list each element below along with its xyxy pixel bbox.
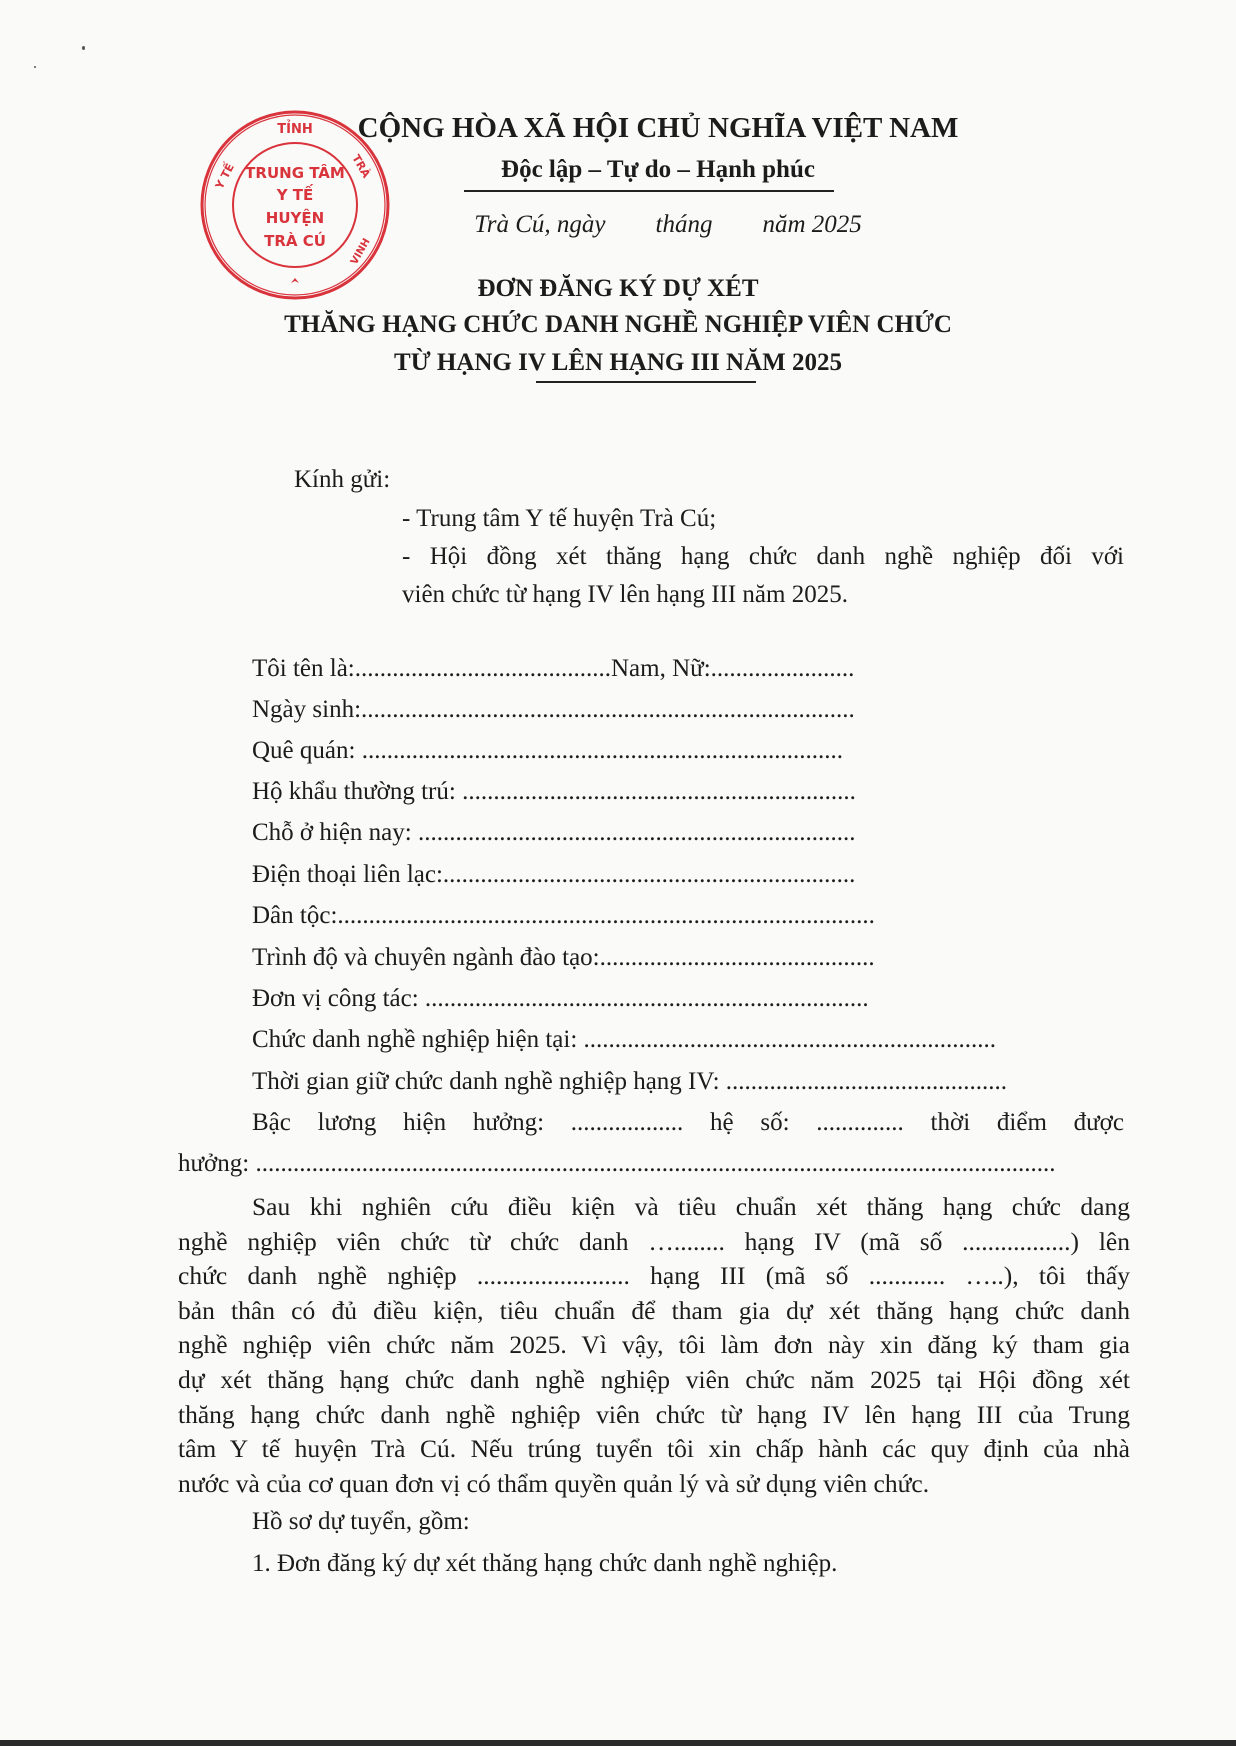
document-title-line-2: THĂNG HẠNG CHỨC DANH NGHỀ NGHIỆP VIÊN CHỨC xyxy=(284,311,952,338)
body-paragraph xyxy=(178,1190,1130,1501)
field-phone: Điện thoại liên lạc:.................................................................. xyxy=(252,861,856,888)
field-hometown: Quê quán: ............................................................................. xyxy=(252,737,843,764)
recipient-1: - Trung tâm Y tế huyện Trà Cú; xyxy=(402,505,717,532)
stamp-center-line-2: Y TẾ xyxy=(276,186,314,204)
field-salary-line-2: hưởng: ................................................................................................................................ xyxy=(178,1150,1056,1177)
stamp-top-text: TỈNH xyxy=(277,122,313,137)
dossier-label: Hồ sơ dự tuyển, gồm: xyxy=(252,1508,470,1535)
recipient-2-line-1: - Hội đồng xét thăng hạng chức danh nghề nghiệp đối với xyxy=(402,543,1124,570)
recipient-2-line-2: viên chức từ hạng IV lên hạng III năm 2025. xyxy=(402,581,848,608)
body-line: nước và của cơ quan đơn vị có thẩm quyền quản lý và sử dụng viên chức. xyxy=(178,1468,930,1498)
field-tenure: Thời gian giữ chức danh nghề nghiệp hạng IV: ............................................. xyxy=(252,1068,1008,1095)
field-salary-line-1: Bậc lương hiện hưởng: .................. hệ số: .............. thời điểm được xyxy=(252,1109,1124,1136)
field-current-address: Chỗ ở hiện nay: ...................................................................... xyxy=(252,819,856,846)
field-workplace: Đơn vị công tác: ....................................................................... xyxy=(252,985,869,1012)
national-motto: Độc lập – Tự do – Hạnh phúc xyxy=(501,156,815,183)
scan-bottom-edge xyxy=(0,1740,1236,1746)
field-name: Tôi tên là:.........................................Nam, Nữ:....................... xyxy=(252,655,855,682)
stamp-ring-bottom-text: VINH xyxy=(349,236,373,267)
body-line: chức danh nghề nghiệp ........................ hạng III (mã số ............ …..), tôi thấy xyxy=(178,1261,1130,1291)
place-and-date: Trà Cú, ngày tháng năm 2025 xyxy=(474,211,862,238)
body-line: dự xét thăng hạng chức danh nghề nghiệp viên chức năm 2025 tại Hội đồng xét xyxy=(178,1364,1130,1394)
scan-speck xyxy=(34,66,36,68)
document-title-line-3: TỪ HẠNG IV LÊN HẠNG III NĂM 2025 xyxy=(394,349,842,376)
field-ethnicity: Dân tộc:...................................................................................... xyxy=(252,902,875,929)
stamp-ring-left-text: Y TẾ xyxy=(212,161,237,192)
stamp-center-line-4: TRÀ CÚ xyxy=(264,232,326,250)
field-date-of-birth: Ngày sinh:............................................................................... xyxy=(252,696,855,723)
scan-speck xyxy=(82,46,85,50)
title-underline xyxy=(536,381,756,383)
body-line: Sau khi nghiên cứu điều kiện và tiêu chuẩn xét thăng hạng chức dang xyxy=(252,1192,1130,1221)
stamp-ring-right-text: TRÀ xyxy=(349,152,373,181)
motto-underline xyxy=(464,190,834,192)
dossier-item-1: 1. Đơn đăng ký dự xét thăng hạng chức danh nghề nghiệp. xyxy=(252,1550,838,1577)
stamp-center-line-3: HUYỆN xyxy=(265,209,325,227)
body-line: nghề nghiệp viên chức từ chức danh …........ hạng IV (mã số .................) lên xyxy=(178,1226,1130,1256)
body-line: thăng hạng chức danh nghề nghiệp viên chức từ hạng IV lên hạng III của Trung xyxy=(178,1399,1130,1429)
body-line: nghề nghiệp viên chức năm 2025. Vì vậy, tôi làm đơn này xin đăng ký tham gia xyxy=(178,1330,1130,1360)
salutation-label: Kính gửi: xyxy=(294,466,391,493)
stamp-center-line-1: TRUNG TÂM xyxy=(245,164,345,182)
body-line: bản thân có đủ điều kiện, tiêu chuẩn để tham gia dự xét thăng hạng chức danh xyxy=(178,1295,1130,1325)
document-title-line-1: ĐƠN ĐĂNG KÝ DỰ XÉT xyxy=(477,275,759,302)
field-permanent-residence: Hộ khẩu thường trú: ............................................................... xyxy=(252,778,856,805)
national-title: CỘNG HÒA XÃ HỘI CHỦ NGHĨA VIỆT NAM xyxy=(357,112,959,144)
body-line: tâm Y tế huyện Trà Cú. Nếu trúng tuyển tôi xin chấp hành các quy định của nhà xyxy=(178,1434,1130,1464)
field-education: Trình độ và chuyên ngành đào tạo:............................................ xyxy=(252,944,875,971)
field-current-title: Chức danh nghề nghiệp hiện tại: .................................................................. xyxy=(252,1026,997,1053)
